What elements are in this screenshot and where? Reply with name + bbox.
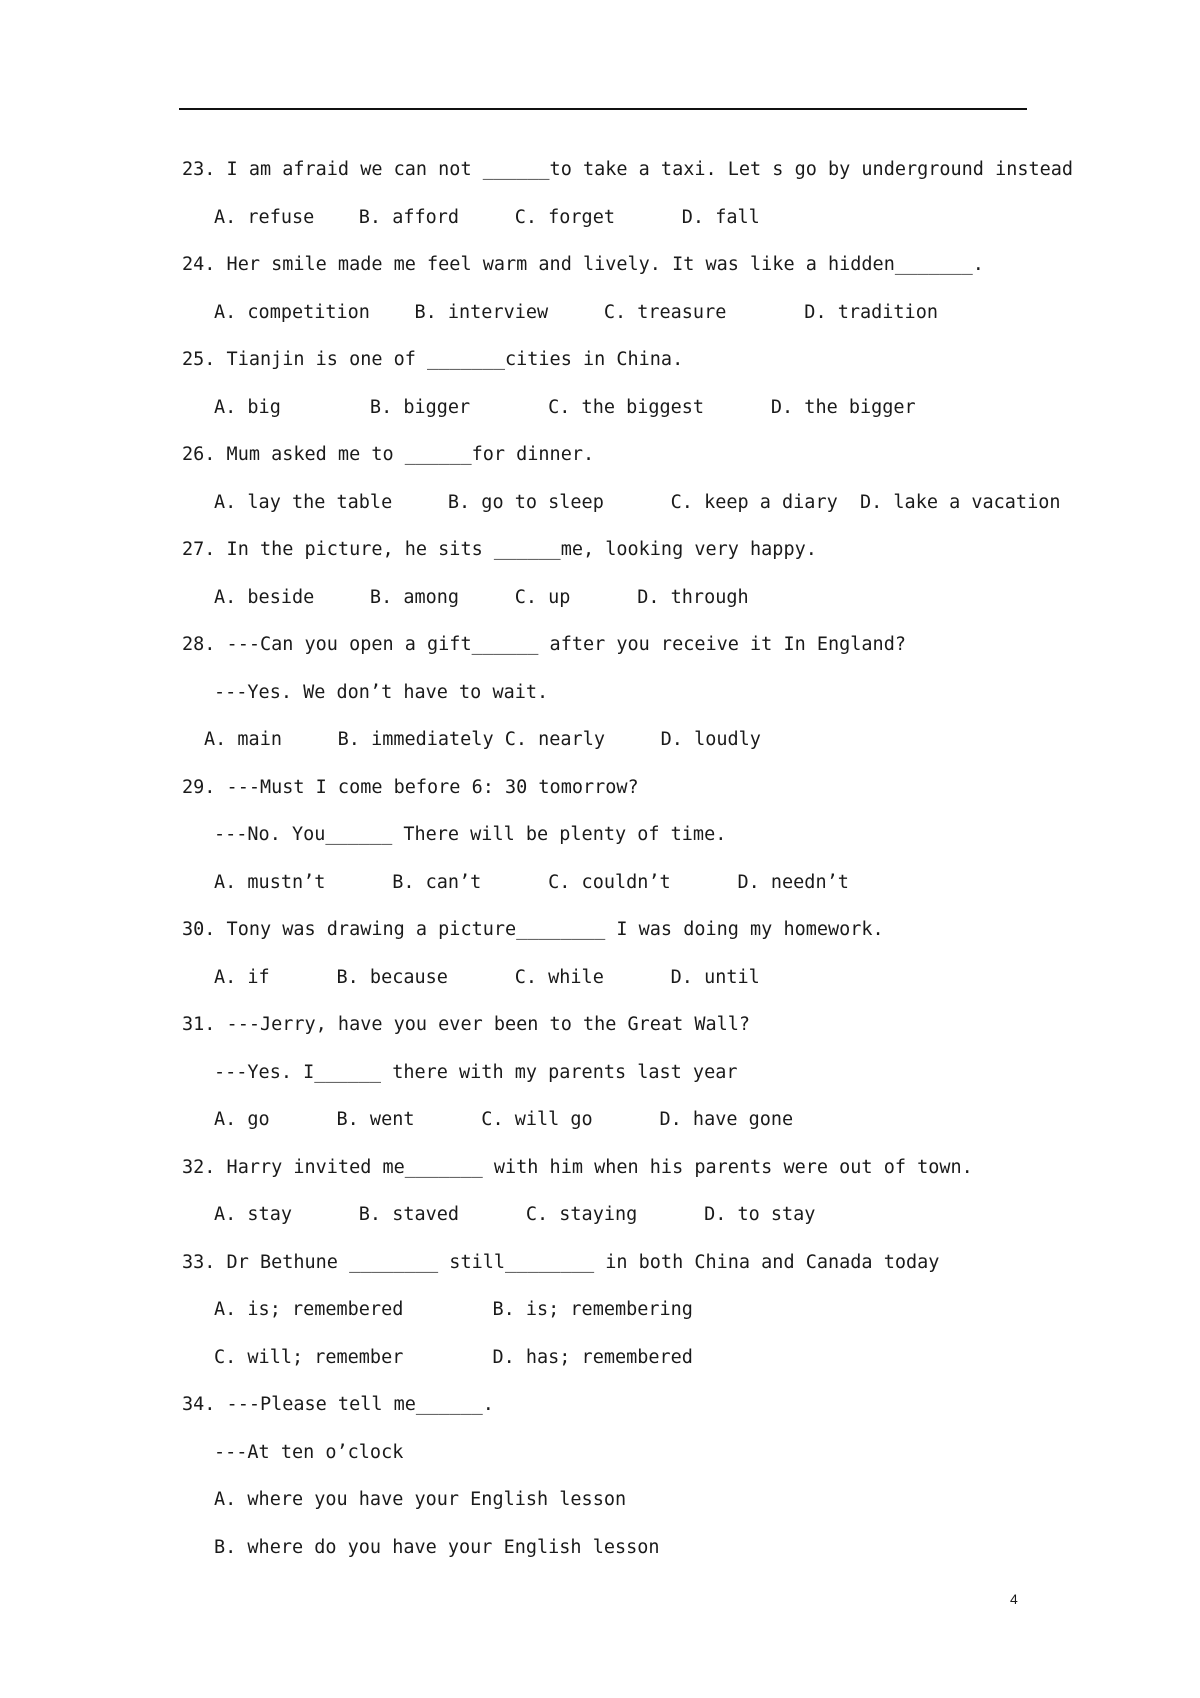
dialog-line-31: ---Yes. I______ there with my parents last year: [214, 1062, 738, 1083]
question-33: 33. Dr Bethune ________ still________ in both China and Canada today: [182, 1252, 940, 1273]
question-27: 27. In the picture, he sits ______me, looking very happy.: [182, 539, 817, 560]
question-29: 29. ---Must I come before 6: 30 tomorrow?: [182, 777, 639, 798]
options-24: A. competition B. interview C. treasure D. tradition: [214, 302, 938, 323]
question-34: 34. ---Please tell me______.: [182, 1394, 494, 1415]
question-28: 28. ---Can you open a gift______ after you receive it In England?: [182, 634, 906, 655]
dialog-line-34: ---At ten o’clock: [214, 1442, 404, 1463]
dialog-line-28: ---Yes. We don’t have to wait.: [214, 682, 549, 703]
option-34-b: B. where do you have your English lesson: [214, 1537, 660, 1558]
question-24: 24. Her smile made me feel warm and lively. It was like a hidden_______.: [182, 254, 984, 275]
options-31: A. go B. went C. will go D. have gone: [214, 1109, 794, 1130]
options-30: A. if B. because C. while D. until: [214, 967, 760, 988]
header-rule: [179, 108, 1027, 110]
options-29: A. mustn’t B. can’t C. couldn’t D. needn’t: [214, 872, 849, 893]
options-26: A. lay the table B. go to sleep C. keep a diary D. lake a vacation: [214, 492, 1061, 513]
options-23: A. refuse B. afford C. forget D. fall: [214, 207, 760, 228]
question-25: 25. Tianjin is one of _______cities in China.: [182, 349, 684, 370]
question-26: 26. Mum asked me to ______for dinner.: [182, 444, 595, 465]
options-27: A. beside B. among C. up D. through: [214, 587, 749, 608]
options-33-row-1: A. is; remembered B. is; remembering: [214, 1299, 693, 1320]
options-28: A. main B. immediately C. nearly D. loudly: [204, 729, 761, 750]
dialog-line-29: ---No. You______ There will be plenty of time.: [214, 824, 727, 845]
question-30: 30. Tony was drawing a picture________ I was doing my homework.: [182, 919, 884, 940]
options-33-row-2: C. will; remember D. has; remembered: [214, 1347, 693, 1368]
option-34-a: A. where you have your English lesson: [214, 1489, 627, 1510]
question-31: 31. ---Jerry, have you ever been to the Great Wall?: [182, 1014, 751, 1035]
options-25: A. big B. bigger C. the biggest D. the bigger: [214, 397, 916, 418]
question-23: 23. I am afraid we can not ______to take a taxi. Let s go by underground instead: [182, 159, 1074, 180]
question-32: 32. Harry invited me_______ with him when his parents were out of town.: [182, 1157, 973, 1178]
options-32: A. stay B. staved C. staying D. to stay: [214, 1204, 816, 1225]
page-number: 4: [1010, 1591, 1018, 1607]
